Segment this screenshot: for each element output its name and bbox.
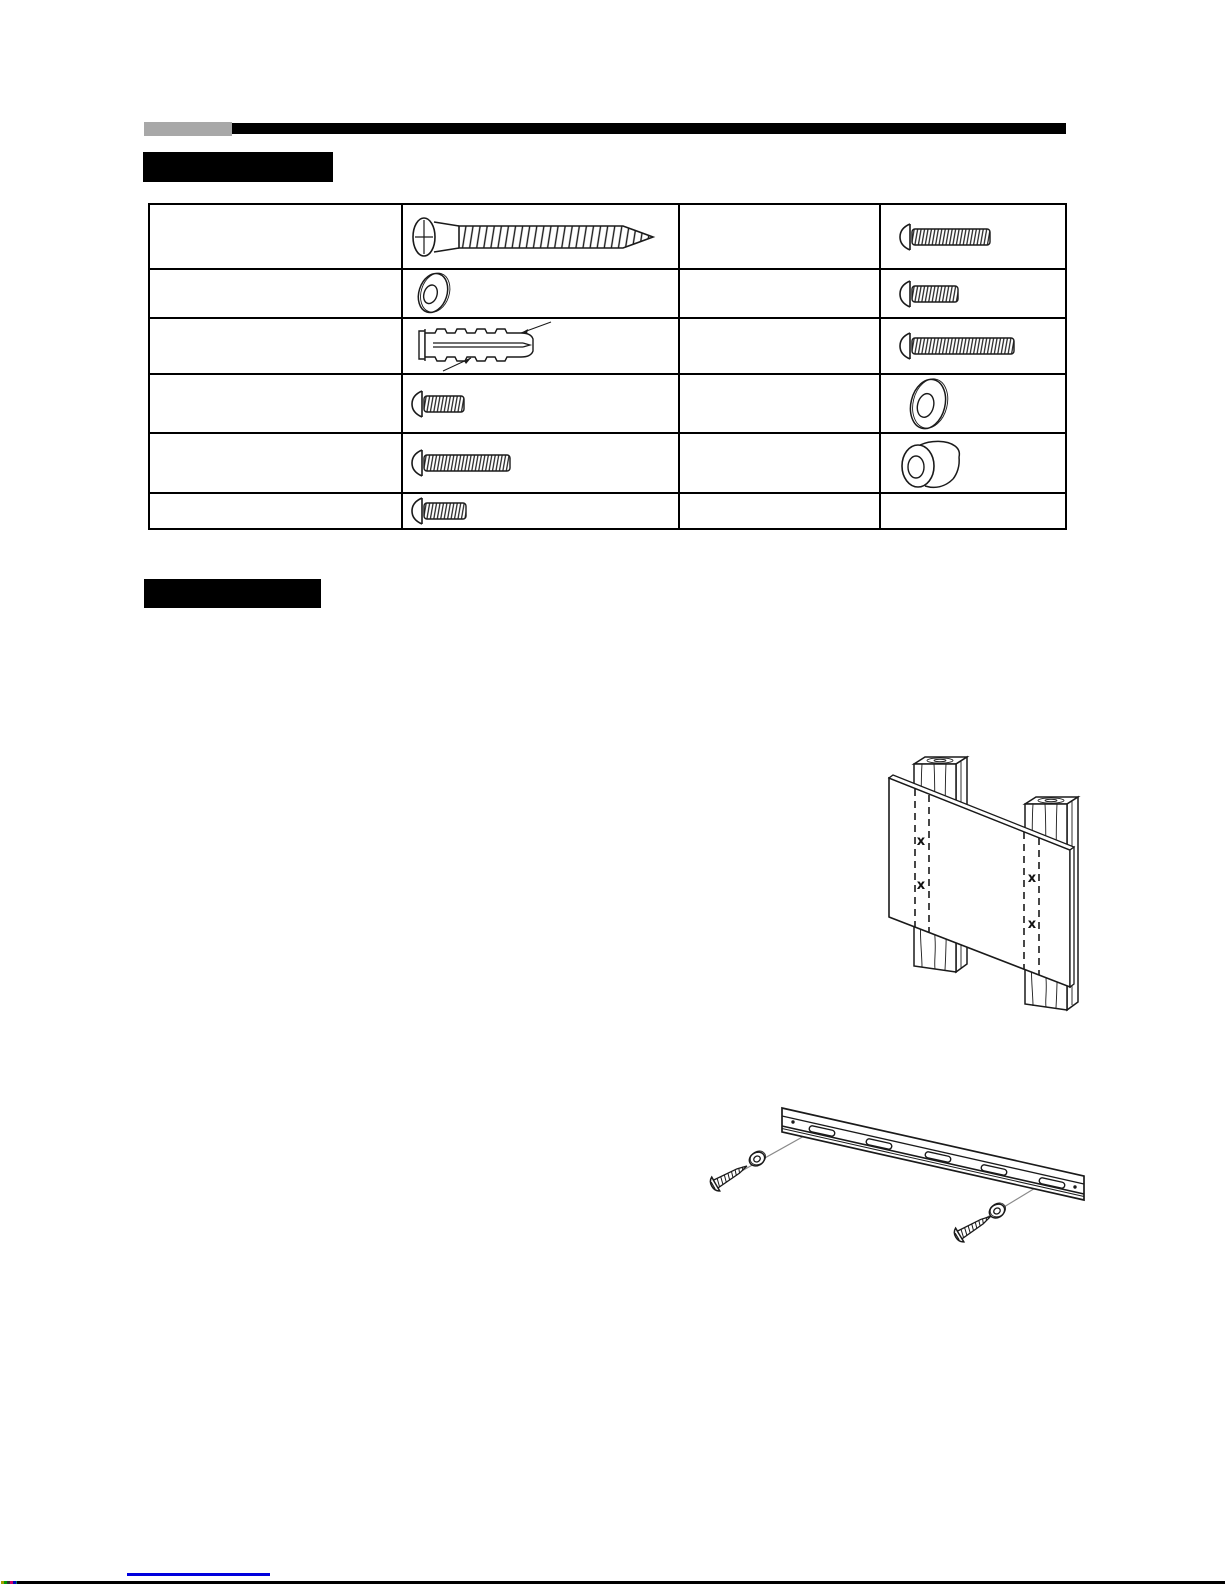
page-bottom-rule [17,1581,1225,1584]
parts-row-3 [149,318,1066,374]
parts-row-6 [149,493,1066,529]
part-drawing-cell [402,318,679,374]
parts-table [148,203,1067,530]
part-drawing-cell [880,433,1066,493]
flat-head-wood-screw-icon [409,215,661,259]
part-drawing-cell [402,493,679,529]
part-label-cell [679,493,880,529]
part-label-cell [149,433,402,493]
part-drawing-cell [880,318,1066,374]
machine-screw-extra-long-icon [897,331,1019,361]
header-gray-tab [144,122,232,136]
drill-mark: x [916,834,926,849]
part-label-cell [679,204,880,269]
footer-link-underline[interactable] [127,1573,270,1576]
wall-bracket-screws-diagram [698,1088,1108,1263]
part-drawing-cell [880,204,1066,269]
part-drawing-cell [880,374,1066,433]
mounting-panel-right-edge [1070,847,1074,987]
machine-screw-medium-icon [409,448,515,478]
machine-screw-short-icon [409,389,469,419]
parts-row-5 [149,433,1066,493]
part-label-cell [149,493,402,529]
spacer-icon [897,434,971,492]
part-drawing-cell [880,269,1066,318]
rail-pilot-hole [1073,1185,1076,1188]
part-label-cell [679,374,880,433]
washer-small-icon [409,270,457,317]
part-drawing-cell-empty [880,493,1066,529]
wall-anchor-icon [409,319,559,373]
part-label-cell [149,318,402,374]
header-rule-bar [232,123,1066,134]
parts-row-1 [149,204,1066,269]
parts-row-4 [149,374,1066,433]
wall-studs-marking-diagram [878,748,1088,1018]
part-label-cell [679,269,880,318]
part-label-cell [149,269,402,318]
machine-screw-short-icon [409,496,471,526]
section-heading-1 [143,152,333,182]
machine-screw-long-icon [897,222,995,252]
drill-mark: x [1027,917,1037,932]
part-label-cell [679,318,880,374]
part-label-cell [679,433,880,493]
drill-mark: x [1027,871,1037,886]
rail-pilot-hole [791,1120,794,1123]
part-drawing-cell [402,433,679,493]
section-heading-2 [144,579,321,608]
parts-row-2 [149,269,1066,318]
washer-icon [747,1148,769,1168]
washer-large-icon [897,376,959,432]
part-label-cell [149,374,402,433]
part-drawing-cell [402,269,679,318]
lag-screw-icon [952,1210,995,1245]
part-drawing-cell [402,204,679,269]
machine-screw-short-icon [897,279,963,309]
part-label-cell [149,204,402,269]
part-drawing-cell [402,374,679,433]
lag-screw-icon [708,1159,751,1193]
drill-mark: x [916,878,926,893]
